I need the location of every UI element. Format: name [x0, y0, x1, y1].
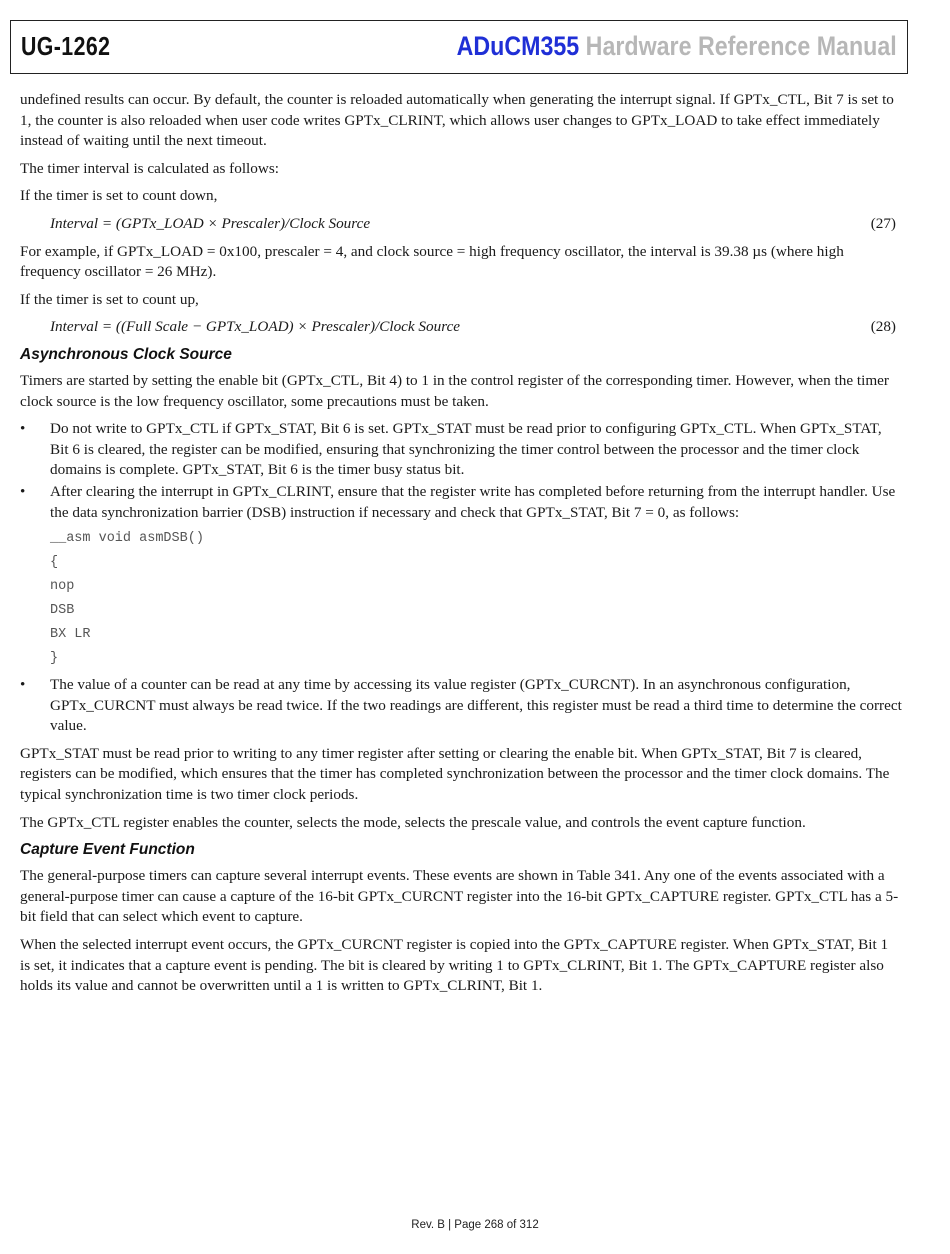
product-name: ADuCM355 [456, 31, 580, 61]
paragraph-stat: GPTx_STAT must be read prior to writing to any timer register after setting or clearing the enable bit. When GPTx_STAT, Bit 7 is cleared, registers can be modified, which ensures that the timer has completed synchronization between the processor and the timer clock domains. The typical synchronization time is two timer clock periods. [20, 744, 890, 804]
code-line: { [50, 555, 59, 571]
bullet-icon: • [20, 420, 26, 438]
paragraph-example: For example, if GPTx_LOAD = 0x100, prescaler = 4, and clock source = high frequency oscillator, the interval is 39.38 µs (where high frequency oscillator = 26 MHz). [20, 242, 844, 281]
equation-28-number: (28) [870, 318, 896, 336]
heading-capture-event: Capture Event Function [20, 841, 195, 859]
list-item [20, 482, 902, 671]
code-line: DSB [50, 603, 75, 619]
paragraph-ctl: The GPTx_CTL register enables the counter, selects the mode, selects the prescale value, and controls the event capture function. [20, 813, 806, 831]
list-item-text: Do not write to GPTx_CTL if GPTx_STAT, Bit 6 is set. GPTx_STAT must be read prior to configuring GPTx_CTL. When GPTx_STAT, Bit 6 is cleared, the register can be modified, ensuring that synchronizing the timer control between the processor and the timer clock domains is complete. GPTx_STAT, Bit 6 is the timer busy status bit. [50, 420, 882, 479]
document-id: UG-1262 [21, 31, 111, 61]
equation-28-text: Interval = ((Full Scale − GPTx_LOAD) × Prescaler)/Clock Source [50, 318, 461, 336]
page-content [20, 90, 902, 1004]
precautions-list [20, 419, 902, 737]
paragraph-count-up: If the timer is set to count up, [20, 290, 199, 308]
equation-28 [20, 317, 902, 338]
page-footer: Rev. B | Page 268 of 312 [411, 1219, 539, 1231]
code-line: } [50, 651, 59, 667]
code-block [50, 527, 902, 671]
paragraph-intro: undefined results can occur. By default, the counter is reloaded automatically when generating the interrupt signal. If GPTx_CTL, Bit 7 is set to 1, the counter is also reloaded when user code writes GPTx_CLRINT, which allows user changes to GPTx_LOAD to take effect immediately instead of waiting until the next timeout. [20, 91, 894, 150]
paragraph-count-down: If the timer is set to count down, [20, 187, 218, 205]
equation-27-text: Interval = (GPTx_LOAD × Prescaler)/Clock Source [50, 214, 371, 232]
bullet-icon: • [20, 676, 26, 694]
paragraph-capture-2: When the selected interrupt event occurs, the GPTx_CURCNT register is copied into the GPTx_CAPTURE register. When GPTx_STAT, Bit 1 is set, it indicates that a capture event is pending. The bit is cleared by writing 1 to GPTx_CLRINT, Bit 1. The GPTx_CAPTURE register also holds its value and cannot be overwritten until a 1 is written to GPTx_CLRINT, Bit 1. [20, 936, 889, 995]
paragraph-async: Timers are started by setting the enable bit (GPTx_CTL, Bit 4) to 1 in the control register of the corresponding timer. However, when the timer clock source is the low frequency oscillator, some precautions must be taken. [20, 371, 889, 410]
paragraph-capture-1: The general-purpose timers can capture several interrupt events. These events are shown in Table 341. Any one of the events associated with a general-purpose timer can cause a capture of the 16-bit GPTx_CURCNT register into the 16-bit GPTx_CAPTURE register. GPTx_CTL has a 5-bit field that can select which event to capture. [20, 867, 899, 926]
page-header [10, 20, 908, 74]
manual-name: Hardware Reference Manual [585, 31, 897, 61]
paragraph-interval: The timer interval is calculated as follows: [20, 159, 279, 177]
list-item [20, 675, 902, 737]
equation-27-number: (27) [870, 214, 896, 232]
code-line: BX LR [50, 627, 91, 643]
list-item [20, 419, 902, 481]
code-line: nop [50, 579, 75, 595]
list-item-text: After clearing the interrupt in GPTx_CLRINT, ensure that the register write has completed before returning from the interrupt handler. Use the data synchronization barrier (DSB) instruction if necessary and check that GPTx_STAT, Bit 7 = 0, as follows: [50, 482, 896, 521]
equation-27 [20, 214, 902, 235]
list-item-text: The value of a counter can be read at any time by accessing its value register (GPTx_CURCNT). In an asynchronous configuration, GPTx_CURCNT must always be read twice. If the two readings are different, this register must be read a third time to determine the correct value. [50, 676, 902, 735]
bullet-icon: • [20, 482, 26, 500]
heading-async-clock: Asynchronous Clock Source [20, 345, 232, 363]
manual-title [457, 31, 897, 62]
code-line: __asm void asmDSB() [50, 531, 204, 547]
